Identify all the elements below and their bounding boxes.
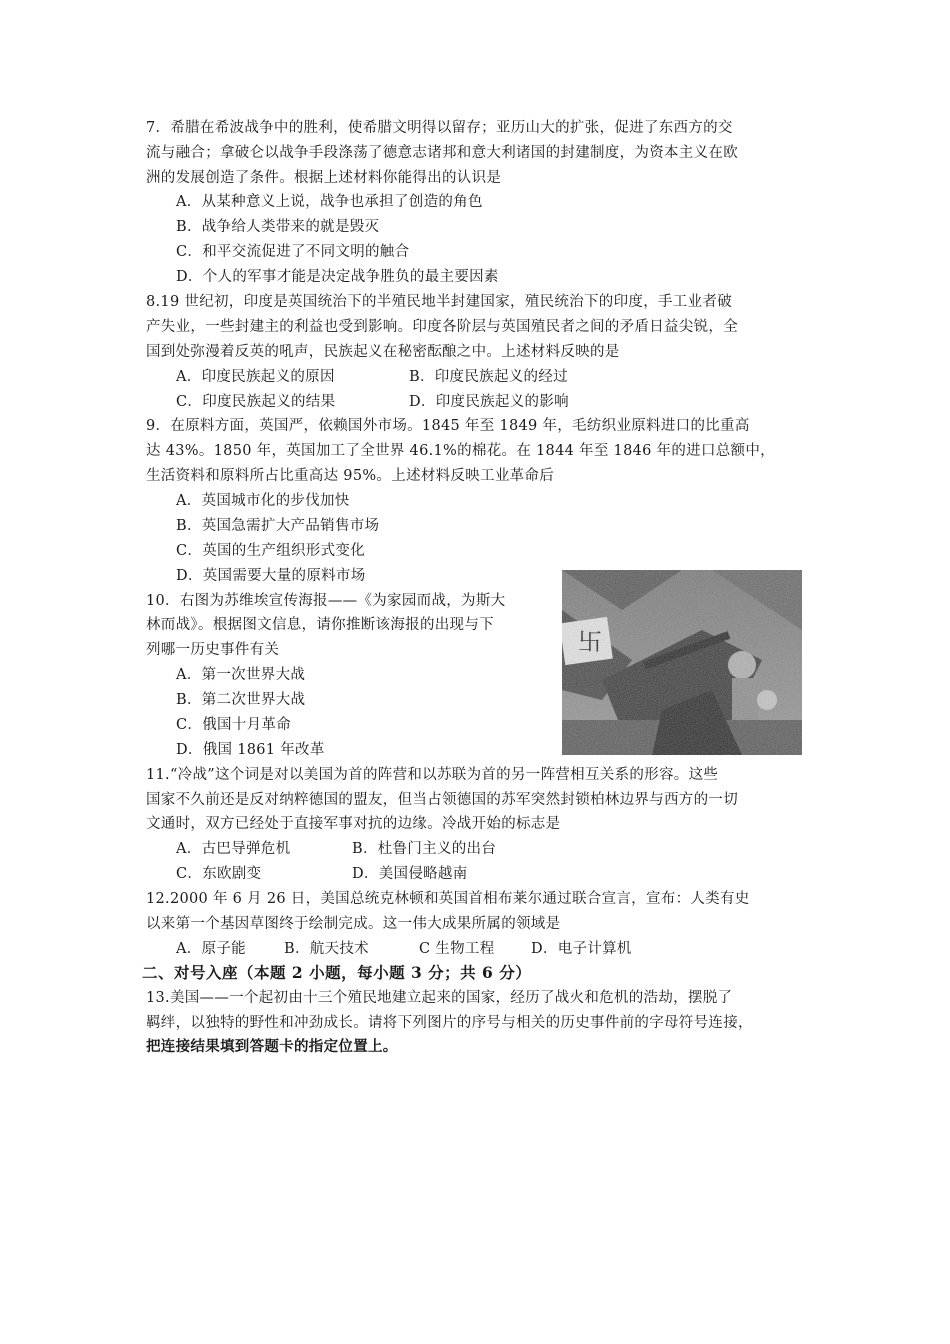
q11-option-c[interactable]: C．东欧剧变 xyxy=(176,866,262,882)
q10-stem-line-2: 林而战》。根据图文信息，请你推断该海报的出现与下 xyxy=(146,617,494,633)
q11-stem-line-3: 文通时，双方已经处于直接军事对抗的边缘。冷战开始的标志是 xyxy=(146,816,561,832)
poster-illustration xyxy=(562,570,802,755)
q10-option-b[interactable]: B．第二次世界大战 xyxy=(176,692,306,708)
q7-stem-line-2: 流与融合；拿破仑以战争手段涤荡了德意志诸邦和意大利诸国的封建制度，为资本主义在欧 xyxy=(146,145,738,161)
q8-stem-line-3: 国到处弥漫着反英的吼声，民族起义在秘密酝酿之中。上述材料反映的是 xyxy=(146,344,620,360)
q11-option-d[interactable]: D．美国侵略越南 xyxy=(352,866,468,882)
q7-option-c[interactable]: C．和平交流促进了不同文明的触合 xyxy=(176,244,410,260)
q7-option-d[interactable]: D．个人的军事才能是决定战争胜负的最主要因素 xyxy=(176,269,499,285)
q9-option-c[interactable]: C．英国的生产组织形式变化 xyxy=(176,543,365,559)
q8-stem-line-2: 产失业，一些封建主的利益也受到影响。印度各阶层与英国殖民者之间的矛盾日益尖锐，全 xyxy=(146,319,738,335)
q7-option-b[interactable]: B．战争给人类带来的就是毁灭 xyxy=(176,219,380,235)
q10-option-c[interactable]: C．俄国十月革命 xyxy=(176,717,291,733)
q7-option-a[interactable]: A．从某种意义上说，战争也承担了创造的角色 xyxy=(176,194,483,210)
q11-option-a[interactable]: A．古巴导弹危机 xyxy=(176,841,291,857)
q9-option-a[interactable]: A．英国城市化的步伐加快 xyxy=(176,493,350,509)
q13-instruction: 把连接结果填到答题卡的指定位置上。 xyxy=(146,1038,398,1055)
q13-stem-line-2: 羁绊，以独特的野性和冲劲成长。请将下列图片的序号与相关的历史事件前的字母符号连接， xyxy=(146,1015,753,1031)
q11-option-b[interactable]: B．杜鲁门主义的出台 xyxy=(352,841,497,857)
q12-option-d[interactable]: D．电子计算机 xyxy=(531,941,632,957)
q9-stem-line-2: 达 43%。1850 年，英国加工了全世界 46.1%的棉花。在 1844 年至 1846 年的进口总额中， xyxy=(146,443,775,459)
q8-option-b[interactable]: B．印度民族起义的经过 xyxy=(409,369,568,385)
q12-option-b[interactable]: B．航天技术 xyxy=(284,941,369,957)
q10-option-a[interactable]: A．第一次世界大战 xyxy=(176,667,306,683)
q8-stem-line-1: 8.19 世纪初，印度是英国统治下的半殖民地半封建国家，殖民统治下的印度，手工业者破 xyxy=(146,294,732,310)
q10-stem-line-1: 10．右图为苏维埃宣传海报——《为家园而战，为斯大 xyxy=(146,593,506,609)
q7-stem-line-3: 洲的发展创造了条件。根据上述材料你能得出的认识是 xyxy=(146,170,502,186)
q8-option-d[interactable]: D．印度民族起义的影响 xyxy=(409,394,569,410)
q8-option-c[interactable]: C．印度民族起义的结果 xyxy=(176,394,336,410)
q13-stem-line-1: 13.美国——一个起初由十三个殖民地建立起来的国家，经历了战火和危机的浩劫，摆脱了 xyxy=(146,990,733,1006)
q12-stem-line-2: 以来第一个基因草图终于绘制完成。这一伟大成果所属的领域是 xyxy=(146,916,561,932)
q11-stem-line-2: 国家不久前还是反对纳粹德国的盟友，但当占领德国的苏军突然封锁柏林边界与西方的一切 xyxy=(146,792,738,808)
q7-stem-line-1: 7．希腊在希波战争中的胜利，使希腊文明得以留存；亚历山大的扩张，促进了东西方的交 xyxy=(146,120,733,136)
q9-stem-line-1: 9．在原料方面，英国严，依赖国外市场。1845 年至 1849 年，毛纺织业原料进口的比重高 xyxy=(146,418,750,434)
q11-stem-line-1: 11.“冷战”这个词是对以美国为首的阵营和以苏联为首的另一阵营相互关系的形容。这些 xyxy=(146,767,719,783)
q9-stem-line-3: 生活资料和原料所占比重高达 95%。上述材料反映工业革命后 xyxy=(146,468,555,484)
q12-stem-line-1: 12.2000 年 6 月 26 日，美国总统克林顿和英国首相布莱尔通过联合宣言，宣布：人类有史 xyxy=(146,891,750,907)
q12-option-c[interactable]: C 生物工程 xyxy=(419,941,495,957)
section-2-heading: 二、对号入座（本题 2 小题，每小题 3 分；共 6 分） xyxy=(142,963,532,982)
q8-option-a[interactable]: A．印度民族起义的原因 xyxy=(176,369,335,385)
q10-option-d[interactable]: D．俄国 1861 年改革 xyxy=(176,742,325,758)
q9-option-b[interactable]: B．英国急需扩大产品销售市场 xyxy=(176,518,380,534)
q10-stem-line-3: 列哪一历史事件有关 xyxy=(146,642,280,658)
q12-option-a[interactable]: A．原子能 xyxy=(176,941,246,957)
q9-option-d[interactable]: D．英国需要大量的原料市场 xyxy=(176,568,366,584)
soviet-poster-image xyxy=(562,570,802,755)
